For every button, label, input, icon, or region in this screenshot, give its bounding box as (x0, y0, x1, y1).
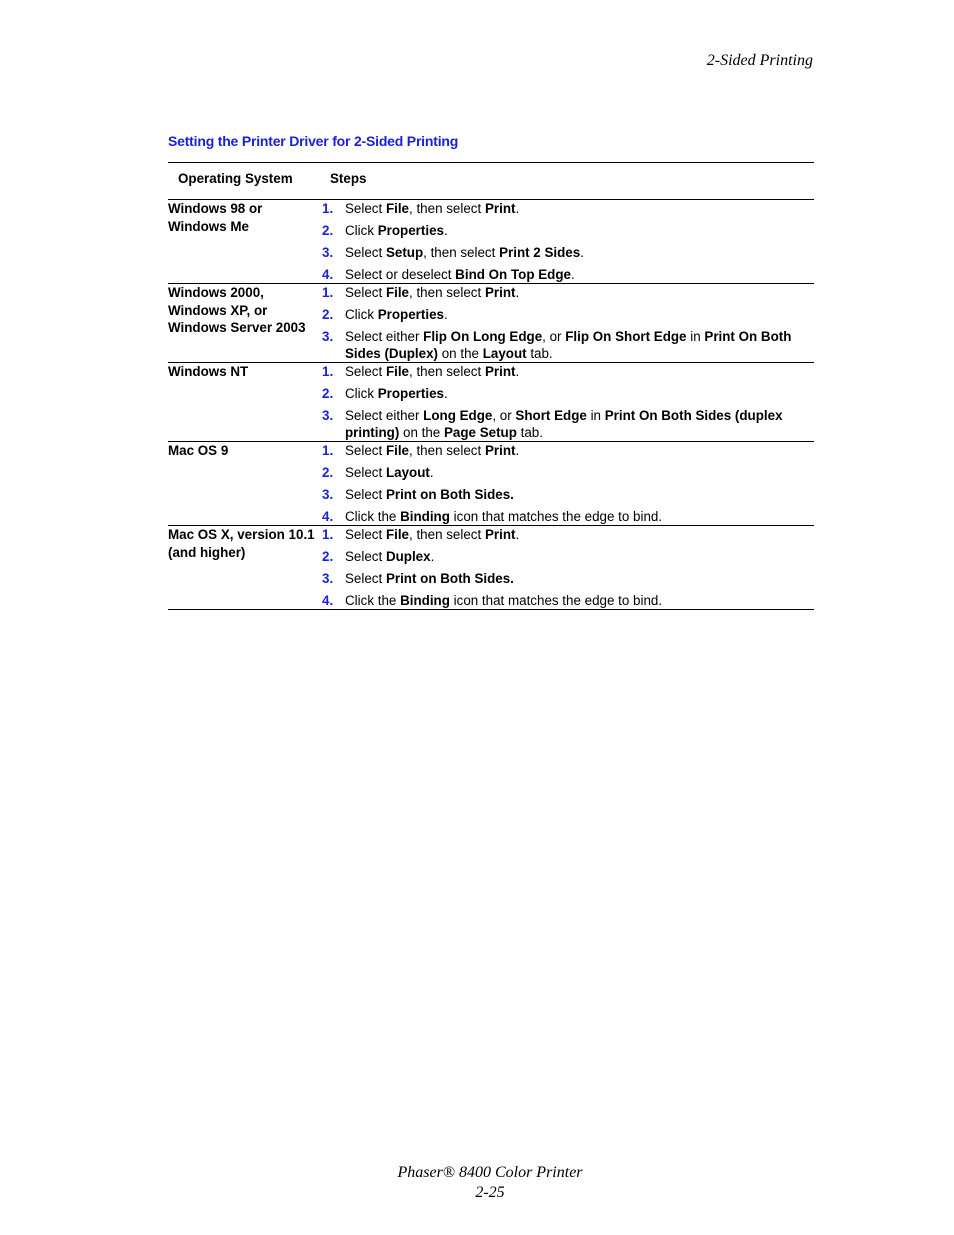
steps-cell (322, 442, 814, 526)
step-item (322, 526, 814, 543)
step-text-emphasis: File (385, 201, 410, 216)
step-text-emphasis: File (385, 364, 410, 379)
table-body (168, 200, 814, 610)
step-number: 4. (322, 593, 334, 608)
step-text-segment: , then select (409, 201, 485, 216)
step-text-segment: Click (345, 223, 378, 238)
table-row (168, 526, 814, 610)
table-row (168, 363, 814, 442)
step-item (322, 570, 814, 587)
step-number: 3. (322, 571, 334, 586)
step-text-segment: icon that matches the edge to bind. (449, 509, 663, 524)
step-number: 3. (322, 245, 334, 260)
step-text-segment: tab. (526, 346, 553, 361)
step-number: 3. (322, 487, 334, 502)
step-number: 1. (322, 285, 334, 300)
step-text-segment: Select either (345, 329, 424, 344)
step-text (345, 570, 814, 587)
steps-list (322, 442, 814, 525)
step-number: 3. (322, 408, 334, 423)
step-text-emphasis: Properties (377, 386, 444, 401)
step-item (322, 266, 814, 283)
step-number: 3. (322, 329, 334, 344)
step-text-segment: Select (345, 245, 386, 260)
step-item (322, 200, 814, 217)
step-text-emphasis: Print (484, 285, 516, 300)
step-text-segment: , then select (409, 285, 485, 300)
step-text (345, 407, 814, 441)
step-text (345, 486, 814, 503)
step-text (345, 548, 814, 565)
step-text-segment: , or (542, 329, 566, 344)
step-item (322, 464, 814, 481)
steps-list (322, 200, 814, 283)
steps-cell (322, 526, 814, 610)
step-text-segment: Select (345, 443, 386, 458)
step-number: 1. (322, 201, 334, 216)
step-number: 2. (322, 465, 334, 480)
step-text-segment: . (515, 285, 520, 300)
step-text-segment: . (515, 201, 520, 216)
operating-system-cell: Windows NT (168, 364, 249, 379)
step-text (345, 266, 814, 283)
step-text-emphasis: Setup (385, 245, 424, 260)
table-row (168, 442, 814, 526)
step-text-emphasis: File (385, 285, 410, 300)
step-item (322, 385, 814, 402)
step-text (345, 526, 814, 543)
step-number: 2. (322, 549, 334, 564)
step-text-emphasis: Print (484, 443, 516, 458)
step-text-segment: . (429, 465, 434, 480)
step-text-segment: icon that matches the edge to bind. (449, 593, 663, 608)
step-item (322, 548, 814, 565)
step-text-emphasis: Flip On Long Edge (423, 329, 543, 344)
step-text-segment: , then select (409, 527, 485, 542)
step-text-segment: , then select (409, 364, 485, 379)
step-text (345, 244, 814, 261)
step-text-emphasis: Binding (400, 593, 450, 608)
step-text-segment: Select (345, 364, 386, 379)
step-text (345, 284, 814, 301)
step-text-segment: , or (492, 408, 516, 423)
step-text-segment: Select (345, 201, 386, 216)
step-item (322, 363, 814, 380)
step-text-emphasis: Page Setup (443, 425, 517, 440)
table-row (168, 284, 814, 363)
steps-list (322, 284, 814, 362)
step-text-segment: Select (345, 285, 386, 300)
step-text-emphasis: Properties (377, 223, 444, 238)
step-text (345, 363, 814, 380)
operating-system-cell: Windows 2000, Windows XP, or Windows Server 2003 (168, 285, 306, 335)
step-text-segment: Select (345, 465, 386, 480)
steps-table (168, 162, 814, 610)
step-number: 1. (322, 364, 334, 379)
step-text-segment: Select either (345, 408, 424, 423)
step-text (345, 328, 814, 362)
step-item (322, 486, 814, 503)
step-number: 2. (322, 386, 334, 401)
step-text-emphasis: Layout (482, 346, 527, 361)
step-text-emphasis: Duplex (385, 549, 431, 564)
step-text-segment: Click (345, 386, 378, 401)
step-number: 4. (322, 509, 334, 524)
operating-system-cell: Windows 98 or Windows Me (168, 201, 263, 234)
step-text-segment: Select (345, 571, 386, 586)
step-text-emphasis: Long Edge (423, 408, 493, 423)
step-item (322, 442, 814, 459)
column-header-operating-system: Operating System (178, 171, 293, 186)
page-footer (0, 1163, 954, 1203)
step-text-emphasis: Print on Both Sides. (385, 487, 514, 502)
step-number: 2. (322, 223, 334, 238)
step-text-emphasis: Print on Both Sides. (385, 571, 514, 586)
step-text-emphasis: Layout (385, 465, 430, 480)
column-header-steps: Steps (330, 171, 367, 186)
step-text-segment: on the (399, 425, 444, 440)
footer-page-number: 2-25 (475, 1184, 505, 1201)
step-text-segment: . (515, 527, 520, 542)
step-text-emphasis: Short Edge (515, 408, 587, 423)
step-text-segment: . (443, 386, 448, 401)
step-text (345, 508, 814, 525)
running-header: 2-Sided Printing (706, 52, 813, 69)
step-item (322, 508, 814, 525)
operating-system-cell: Mac OS X, version 10.1 (and higher) (168, 527, 315, 560)
step-text (345, 592, 814, 609)
step-number: 1. (322, 443, 334, 458)
step-text-segment: Select or deselect (345, 267, 456, 282)
step-item (322, 222, 814, 239)
steps-list (322, 363, 814, 441)
step-text-emphasis: Print (484, 527, 516, 542)
step-item (322, 244, 814, 261)
step-item (322, 407, 814, 441)
step-text-emphasis: Bind On Top Edge (455, 267, 571, 282)
footer-product-name: Phaser® 8400 Color Printer (397, 1164, 583, 1181)
step-text-emphasis: File (385, 443, 410, 458)
step-text-segment: on the (438, 346, 483, 361)
step-item (322, 306, 814, 323)
step-number: 2. (322, 307, 334, 322)
step-text-segment: Click the (345, 509, 401, 524)
step-number: 4. (322, 267, 334, 282)
step-text-segment: . (443, 307, 448, 322)
step-text-segment: Select (345, 487, 386, 502)
step-text-emphasis: Properties (377, 307, 444, 322)
step-text-emphasis: File (385, 527, 410, 542)
steps-cell (322, 200, 814, 284)
step-item (322, 284, 814, 301)
step-text-emphasis: Print On Both Sides (duplex printing) (345, 408, 783, 440)
step-item (322, 328, 814, 362)
step-number: 1. (322, 527, 334, 542)
step-text-segment: Select (345, 549, 386, 564)
step-text (345, 200, 814, 217)
step-text (345, 464, 814, 481)
step-text-emphasis: Flip On Short Edge (565, 329, 687, 344)
steps-list (322, 526, 814, 609)
step-text-segment: tab. (516, 425, 543, 440)
step-text-segment: Select (345, 527, 386, 542)
steps-cell (322, 363, 814, 442)
table-row (168, 200, 814, 284)
step-text-segment: . (580, 245, 584, 260)
step-text-segment: in (686, 329, 705, 344)
step-text-emphasis: Binding (400, 509, 450, 524)
step-text-segment: . (443, 223, 448, 238)
step-text-segment: . (430, 549, 435, 564)
step-text-segment: Click the (345, 593, 401, 608)
step-text-segment: , then select (423, 245, 500, 260)
step-text-segment: . (515, 364, 520, 379)
step-text (345, 442, 814, 459)
step-text-emphasis: Print 2 Sides (499, 245, 581, 260)
table-header-row (168, 163, 814, 200)
step-text-emphasis: Print On Both Sides (Duplex) (345, 329, 792, 361)
operating-system-cell: Mac OS 9 (168, 443, 229, 458)
step-text (345, 222, 814, 239)
step-text-segment: , then select (409, 443, 485, 458)
step-text (345, 306, 814, 323)
step-text-segment: in (586, 408, 605, 423)
step-text (345, 385, 814, 402)
step-item (322, 592, 814, 609)
step-text-segment: . (515, 443, 520, 458)
steps-cell (322, 284, 814, 363)
step-text-emphasis: Print (484, 364, 516, 379)
step-text-segment: Click (345, 307, 378, 322)
section-title: Setting the Printer Driver for 2-Sided Printing (168, 133, 459, 149)
step-text-emphasis: Print (484, 201, 516, 216)
step-text-segment: . (570, 267, 575, 282)
